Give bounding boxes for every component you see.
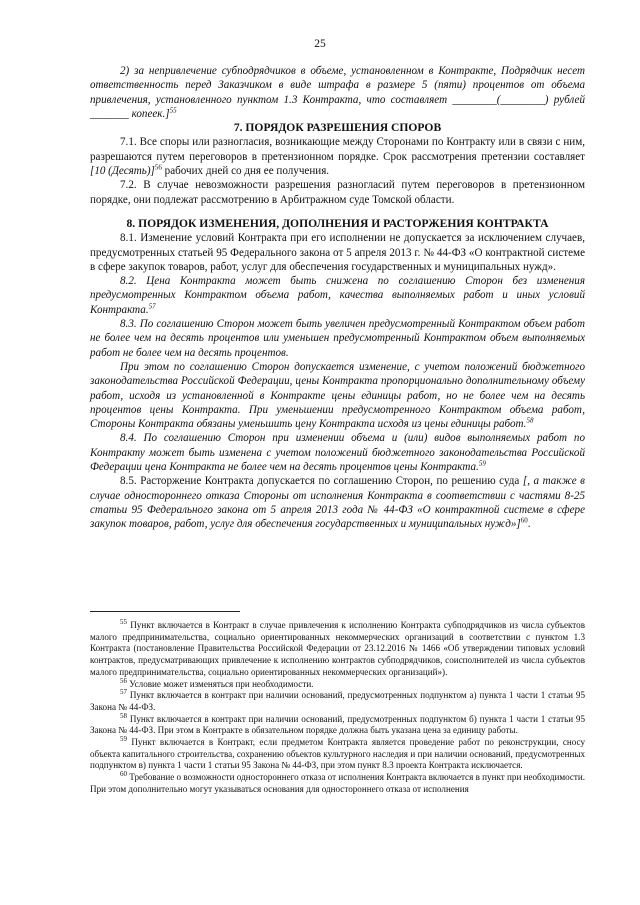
footnote: $^{58}$ Пункт включается в контракт при наличии оснований, предусмотренных подпунктом б) пункта 1 части 1 статьи 95 Закона № 44-ФЗ. При этом в Контракте в обязательном порядке должна быть указана цена за единицу работы. [90, 711, 585, 736]
footnote-ref-56: 56 [154, 163, 162, 172]
footnotes [90, 617, 585, 796]
clause-7-2: 7.2. В случае невозможности разрешения разногласий путем переговоров в претензионном порядке, они подлежат рассмотрению в Арбитражном суде Томской области. [90, 179, 585, 206]
footnote-separator [90, 611, 240, 612]
page-number: 25 [314, 38, 326, 50]
clause-8-2: 8.2. Цена Контракта может быть снижена по соглашению Сторон без изменения предусмотренных Контрактом объема работ, качества выполняемых работ и иных условий Контракта.$^{57}$ [90, 275, 585, 316]
footnote-ref-55: 55 [169, 106, 177, 115]
clause-8-4: 8.4. По соглашению Сторон при изменении объема и (или) видов выполняемых работ по Контракту может быть изменена с учетом положений бюджетного законодательства Российской Федерации цена Контракта не более чем на десять процентов цены Контракта.$^{59}$ [90, 432, 585, 474]
clause-7-1: 7.1. Все споры или разногласия, возникающие между Сторонами по Контракту или в связи с ним, разрешаются путем переговоров в претензионном порядке. Срок рассмотрения претензии составляет [10 (Десять)]$^{56}$ рабочих дней со дня ее получения. [90, 136, 585, 178]
clause-8-3: 8.3. По соглашению Сторон может быть увеличен предусмотренный Контрактом объем работ не более чем на десять процентов или уменьшен предусмотренный Контрактом объем выполняемых работ не более чем на десять процентов. [90, 318, 585, 359]
section-8-heading: 8. ПОРЯДОК ИЗМЕНЕНИЯ, ДОПОЛНЕНИЯ И РАСТОРЖЕНИЯ КОНТРАКТА [126, 216, 549, 230]
section-7-heading: 7. ПОРЯДОК РАЗРЕШЕНИЯ СПОРОВ [233, 121, 442, 135]
clause-8-1: 8.1. Изменение условий Контракта при его исполнении не допускается за исключением случаев, предусмотренных статьей 95 Федерального закона от 5 апреля 2013 г. № 44-ФЗ «О контрактной системе в сфере закупок товаров, работ, услуг для обеспечения государственных и муниципальных нужд». [90, 232, 585, 273]
term-placeholder: [10 (Десять)] [90, 165, 155, 178]
footnote: $^{60}$ Требование о возможности одностороннего отказа от исполнения Контракта включается в пункт при необходимости. При этом дополнительно могут указываться основания для одностороннего отказа от исполнения [90, 770, 585, 794]
footnote: $^{55}$ Пункт включается в Контракт в случае привлечения к исполнению Контракта субподрядчиков из числа субъектов малого предпринимательства, социально ориентированных некоммерческих организаций в соответствии с пунктом 1.3 Контракта (постановление Правительства Российской Федерации от 23.12.2016 № 1466 «Об утверждении типовых условий контрактов, предусматривающих привлечение к исполнению контрактов субподрядчиков, соисполнителей из числа субъектов малого предпринимательства, социально ориентированных некоммерческих организаций»). [90, 617, 585, 677]
footnote: $^{59}$ Пункт включается в Контракт, если предметом Контракта является проведение работ по реконструкции, сносу объекта капитального строительства, сохранению объектов культурного наследия и при наличии оснований, предусмотренных подпунктом в) пункта 1 части 1 статьи 95 Закона № 44-ФЗ, при этом пункт 8.3 проекта Контракта исключается. [90, 735, 585, 771]
footnote-ref-60: 60 [520, 516, 528, 525]
clause-8-3-continuation: При этом по соглашению Сторон допускается изменение, с учетом положений бюджетного законодательства Российской Федерации, цены Контракта пропорционально дополнительному объему работ, исходя из установленной в Контракте цены единицы работ, но не более чем на десять процентов цены Контракта. При уменьшении предусмотренного Контрактом объема работ, Стороны Контракта обязаны уменьшить цену Контракта исходя из цены единицы работ.$^{58}$ [90, 360, 585, 431]
footnote: $^{57}$ Пункт включается в контракт при наличии оснований, предусмотренных подпунктом а) пункта 1 части 1 статьи 95 Закона № 44-ФЗ. [90, 688, 585, 712]
penalty-clause-fragment: 2) за непривлечение субподрядчиков в объеме, установленном в Контракте, Подрядчик несет ответственность перед Заказчиком в виде штрафа в размере 5 (пяти) процентов от объема привлечения, установленного пунктом 1.3 Контракта, что составляет ________(________) рублей _______ копеек.]$^{55}$ [90, 65, 585, 120]
footnote-ref-57: 57 [148, 302, 156, 311]
footnote-ref-58: 58 [526, 416, 534, 425]
footnote-ref-59: 59 [478, 459, 486, 468]
clause-8-5: 8.5. Расторжение Контракта допускается по соглашению Сторон, по решению суда [, а также в случае одностороннего отказа Стороны от исполнения Контракта в соответствии с частями 8-25 статьи 95 Федерального закона от 5 апреля 2013 года № 44-ФЗ «О контрактной системе в сфере закупок товаров, работ, услуг для обеспечения государственных и муниципальных нужд»]$^{60}$. [90, 475, 586, 531]
contract-body [90, 64, 585, 532]
footnote: $^{56}$ Условие может изменяться при необходимости. [120, 676, 314, 689]
